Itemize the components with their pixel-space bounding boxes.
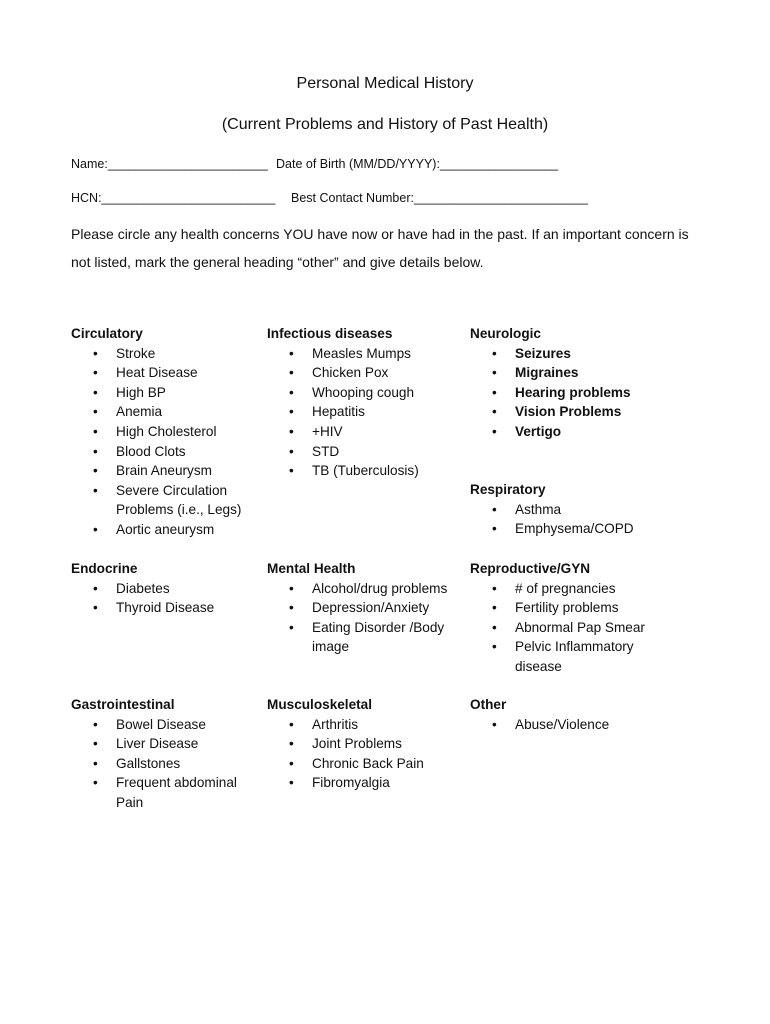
condition-item[interactable]: [267, 579, 462, 599]
condition-label: Pelvic Inflammatory disease: [515, 639, 634, 674]
section-neurologic: [470, 324, 670, 442]
condition-item[interactable]: [470, 598, 670, 618]
condition-label: # of pregnancies: [515, 580, 616, 596]
condition-item[interactable]: [267, 773, 462, 793]
bullet-icon: •: [93, 775, 98, 791]
condition-label: Chicken Pox: [312, 365, 389, 381]
condition-label: High Cholesterol: [116, 423, 217, 439]
bullet-icon: •: [289, 736, 294, 752]
condition-item[interactable]: [267, 363, 462, 383]
condition-label: Hepatitis: [312, 404, 365, 420]
condition-label: Abuse/Violence: [515, 716, 610, 732]
condition-item[interactable]: [71, 715, 261, 735]
condition-label: Abnormal Pap Smear: [515, 619, 645, 635]
condition-label: Frequent abdominal Pain: [116, 775, 237, 810]
section-heading[interactable]: Mental Health: [267, 561, 356, 576]
condition-label: +HIV: [312, 423, 343, 439]
bullet-icon: •: [289, 384, 294, 400]
condition-label: Measles Mumps: [312, 345, 411, 361]
condition-item[interactable]: [470, 422, 670, 442]
condition-list: [71, 715, 261, 813]
bullet-icon: •: [93, 736, 98, 752]
bullet-icon: •: [93, 365, 98, 381]
condition-label: Fertility problems: [515, 600, 619, 616]
bullet-icon: •: [492, 404, 497, 420]
bullet-icon: •: [289, 463, 294, 479]
condition-label: Depression/Anxiety: [312, 600, 430, 616]
condition-label: Thyroid Disease: [116, 600, 215, 616]
condition-label: Arthritis: [312, 716, 359, 732]
bullet-icon: •: [289, 365, 294, 381]
condition-label: Diabetes: [116, 580, 170, 596]
condition-label: Brain Aneurysm: [116, 463, 212, 479]
dob-field[interactable]: Date of Birth (MM/DD/YYYY):_________________: [276, 157, 559, 171]
condition-label: STD: [312, 443, 340, 459]
section-infectious-diseases: [267, 324, 462, 481]
condition-label: High BP: [116, 384, 166, 400]
section-circulatory: [71, 324, 261, 540]
condition-item[interactable]: [267, 383, 462, 403]
bullet-icon: •: [93, 463, 98, 479]
section-heading[interactable]: Infectious diseases: [267, 326, 393, 341]
bullet-icon: •: [93, 423, 98, 439]
bullet-icon: •: [492, 384, 497, 400]
condition-label: Fibromyalgia: [312, 775, 390, 791]
condition-item[interactable]: [71, 402, 261, 422]
condition-item[interactable]: [71, 363, 261, 383]
condition-item[interactable]: [71, 461, 261, 481]
condition-label: Severe Circulation Problems (i.e., Legs): [116, 482, 242, 518]
condition-label: Eating Disorder /Body image: [312, 619, 445, 655]
instructions: Please circle any health concerns YOU have now or have had in the past. If an important concern is not listed, mark the general heading “other” and give details below.: [71, 226, 689, 270]
condition-item[interactable]: [71, 344, 261, 364]
bullet-icon: •: [93, 404, 98, 420]
condition-label: Emphysema/COPD: [515, 521, 634, 537]
condition-item[interactable]: [71, 773, 261, 812]
hcn-field[interactable]: HCN:_________________________: [71, 191, 276, 205]
condition-item[interactable]: [470, 637, 670, 676]
bullet-icon: •: [93, 443, 98, 459]
condition-item[interactable]: [267, 461, 462, 481]
bullet-icon: •: [289, 755, 294, 771]
condition-list: [71, 344, 261, 540]
bullet-icon: •: [93, 345, 98, 361]
section-heading[interactable]: Musculoskeletal: [267, 697, 373, 712]
condition-item[interactable]: [71, 579, 261, 599]
condition-item[interactable]: [267, 422, 462, 442]
bullet-icon: •: [289, 716, 294, 732]
condition-label: Seizures: [515, 345, 571, 361]
condition-list: [267, 579, 462, 657]
condition-list: [71, 579, 261, 618]
condition-item[interactable]: [470, 402, 670, 422]
bullet-icon: •: [492, 501, 497, 517]
section-musculoskeletal: [267, 695, 462, 793]
condition-item[interactable]: [470, 618, 670, 638]
condition-item[interactable]: [470, 500, 670, 520]
condition-label: TB (Tuberculosis): [312, 463, 419, 479]
condition-item[interactable]: [267, 344, 462, 364]
bullet-icon: •: [492, 639, 497, 655]
section-heading[interactable]: Gastrointestinal: [71, 697, 175, 712]
bullet-icon: •: [492, 423, 497, 439]
condition-list: [267, 344, 462, 481]
section-endocrine: [71, 559, 261, 618]
condition-item[interactable]: [71, 754, 261, 774]
condition-label: Migraines: [515, 365, 579, 381]
bullet-icon: •: [492, 365, 497, 381]
condition-item[interactable]: [267, 402, 462, 422]
condition-item[interactable]: [71, 520, 261, 540]
condition-label: Vision Problems: [515, 404, 622, 420]
section-heading[interactable]: Reproductive/GYN: [470, 561, 591, 576]
bullet-icon: •: [289, 600, 294, 616]
condition-label: Vertigo: [515, 423, 562, 439]
condition-item[interactable]: [267, 442, 462, 462]
condition-item[interactable]: [470, 344, 670, 364]
bullet-icon: •: [93, 384, 98, 400]
condition-item[interactable]: [470, 715, 670, 735]
section-heading[interactable]: Other: [470, 697, 507, 712]
condition-item[interactable]: [470, 383, 670, 403]
condition-item[interactable]: [71, 598, 261, 618]
condition-item[interactable]: [71, 383, 261, 403]
condition-label: Stroke: [116, 345, 156, 361]
condition-label: Aortic aneurysm: [116, 521, 215, 537]
condition-list: [470, 579, 670, 677]
bullet-icon: •: [289, 775, 294, 791]
bullet-icon: •: [289, 423, 294, 439]
condition-item[interactable]: [267, 618, 462, 657]
section-heading[interactable]: Respiratory: [470, 482, 546, 497]
bullet-icon: •: [93, 521, 98, 537]
section-mental-health: [267, 559, 462, 657]
bullet-icon: •: [93, 755, 98, 771]
condition-list: [470, 344, 670, 442]
page-title: Personal Medical History: [296, 75, 474, 92]
bullet-icon: •: [492, 521, 497, 537]
contact-number-field[interactable]: Best Contact Number:_________________________: [291, 191, 588, 205]
condition-item[interactable]: [71, 734, 261, 754]
page-subtitle: (Current Problems and History of Past Health): [221, 116, 549, 133]
condition-label: Alcohol/drug problems: [312, 580, 448, 596]
condition-list: [267, 715, 462, 793]
bullet-icon: •: [93, 716, 98, 732]
condition-item[interactable]: [470, 519, 670, 539]
condition-list: [470, 500, 670, 539]
condition-label: Hearing problems: [515, 384, 631, 400]
section-other: [470, 695, 670, 734]
section-heading[interactable]: Neurologic: [470, 326, 541, 341]
condition-label: Chronic Back Pain: [312, 755, 424, 771]
bullet-icon: •: [492, 600, 497, 616]
condition-item[interactable]: [71, 422, 261, 442]
condition-label: Anemia: [116, 404, 163, 420]
bullet-icon: •: [93, 482, 98, 498]
section-heading[interactable]: Circulatory: [71, 326, 143, 341]
bullet-icon: •: [492, 619, 497, 635]
condition-list: [470, 715, 670, 735]
condition-label: Asthma: [515, 501, 562, 517]
bullet-icon: •: [289, 580, 294, 596]
section-reproductive-gyn: [470, 559, 670, 677]
bullet-icon: •: [492, 345, 497, 361]
bullet-icon: •: [289, 345, 294, 361]
section-heading[interactable]: Endocrine: [71, 561, 138, 576]
condition-item[interactable]: [267, 715, 462, 735]
condition-label: Heat Disease: [116, 365, 198, 381]
condition-label: Whooping cough: [312, 384, 415, 400]
bullet-icon: •: [93, 580, 98, 596]
condition-item[interactable]: [470, 363, 670, 383]
section-gastrointestinal: [71, 695, 261, 813]
condition-item[interactable]: [470, 579, 670, 599]
condition-item[interactable]: [267, 734, 462, 754]
bullet-icon: •: [492, 716, 497, 732]
condition-item[interactable]: [267, 598, 462, 618]
condition-label: Bowel Disease: [116, 716, 206, 732]
bullet-icon: •: [492, 580, 497, 596]
bullet-icon: •: [93, 600, 98, 616]
condition-label: Gallstones: [116, 755, 181, 771]
bullet-icon: •: [289, 443, 294, 459]
bullet-icon: •: [289, 619, 294, 635]
condition-item[interactable]: [71, 442, 261, 462]
name-field[interactable]: Name:_______________________: [71, 157, 268, 171]
condition-item[interactable]: [71, 481, 261, 520]
condition-item[interactable]: [267, 754, 462, 774]
condition-label: Joint Problems: [312, 736, 402, 752]
bullet-icon: •: [289, 404, 294, 420]
condition-label: Liver Disease: [116, 736, 199, 752]
section-respiratory: [470, 480, 670, 539]
condition-label: Blood Clots: [116, 443, 186, 459]
